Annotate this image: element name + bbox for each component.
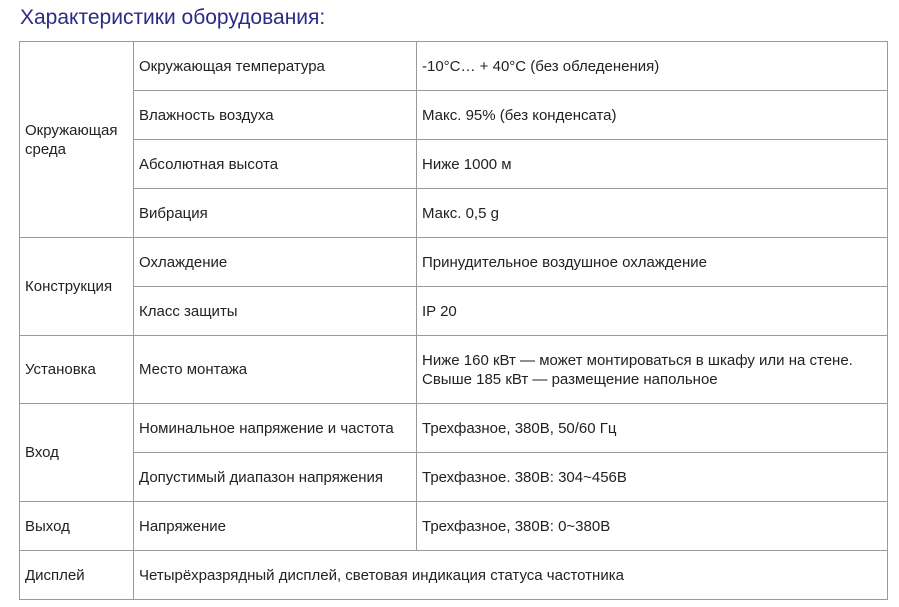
value-line: Свыше 185 кВт — размещение напольное: [422, 370, 718, 388]
table-row: [20, 140, 888, 189]
param-cell: Номинальное напряжение и частота: [134, 404, 417, 453]
group-cell-environment: Окружающая среда: [20, 42, 134, 238]
param-cell: Место монтажа: [134, 336, 417, 404]
param-cell: Напряжение: [134, 502, 417, 551]
table-row: [20, 502, 888, 551]
table-row: [20, 404, 888, 453]
group-cell-installation: Установка: [20, 336, 134, 404]
value-cell: -10°C… + 40°C (без обледенения): [417, 42, 888, 91]
value-cell: Трехфазное. 380В: 304~456В: [417, 453, 888, 502]
param-cell: Допустимый диапазон напряжения: [134, 453, 417, 502]
group-cell-output: Выход: [20, 502, 134, 551]
param-cell: Влажность воздуха: [134, 91, 417, 140]
group-cell-construction: Конструкция: [20, 238, 134, 336]
specifications-table: [19, 41, 888, 600]
table-row: [20, 91, 888, 140]
value-cell: [417, 336, 888, 404]
value-cell: IP 20: [417, 287, 888, 336]
table-row: [20, 238, 888, 287]
group-cell-display: Дисплей: [20, 551, 134, 600]
value-cell: Макс. 95% (без конденсата): [417, 91, 888, 140]
table-row: [20, 287, 888, 336]
table-row: [20, 551, 888, 600]
group-cell-input: Вход: [20, 404, 134, 502]
param-cell: Класс защиты: [134, 287, 417, 336]
value-cell: Трехфазное, 380В, 50/60 Гц: [417, 404, 888, 453]
value-cell: Четырёхразрядный дисплей, световая индикация статуса частотника: [134, 551, 888, 600]
value-cell: Трехфазное, 380В: 0~380В: [417, 502, 888, 551]
param-cell: Окружающая температура: [134, 42, 417, 91]
value-cell: Ниже 1000 м: [417, 140, 888, 189]
value-line: Ниже 160 кВт — может монтироваться в шкафу или на стене.: [422, 351, 853, 369]
param-cell: Абсолютная высота: [134, 140, 417, 189]
value-cell: Принудительное воздушное охлаждение: [417, 238, 888, 287]
table-row: [20, 453, 888, 502]
param-cell: Вибрация: [134, 189, 417, 238]
table-row: [20, 189, 888, 238]
param-cell: Охлаждение: [134, 238, 417, 287]
page-title: Характеристики оборудования:: [20, 6, 326, 29]
value-cell: Макс. 0,5 g: [417, 189, 888, 238]
table-row: [20, 42, 888, 91]
table-row: [20, 336, 888, 404]
